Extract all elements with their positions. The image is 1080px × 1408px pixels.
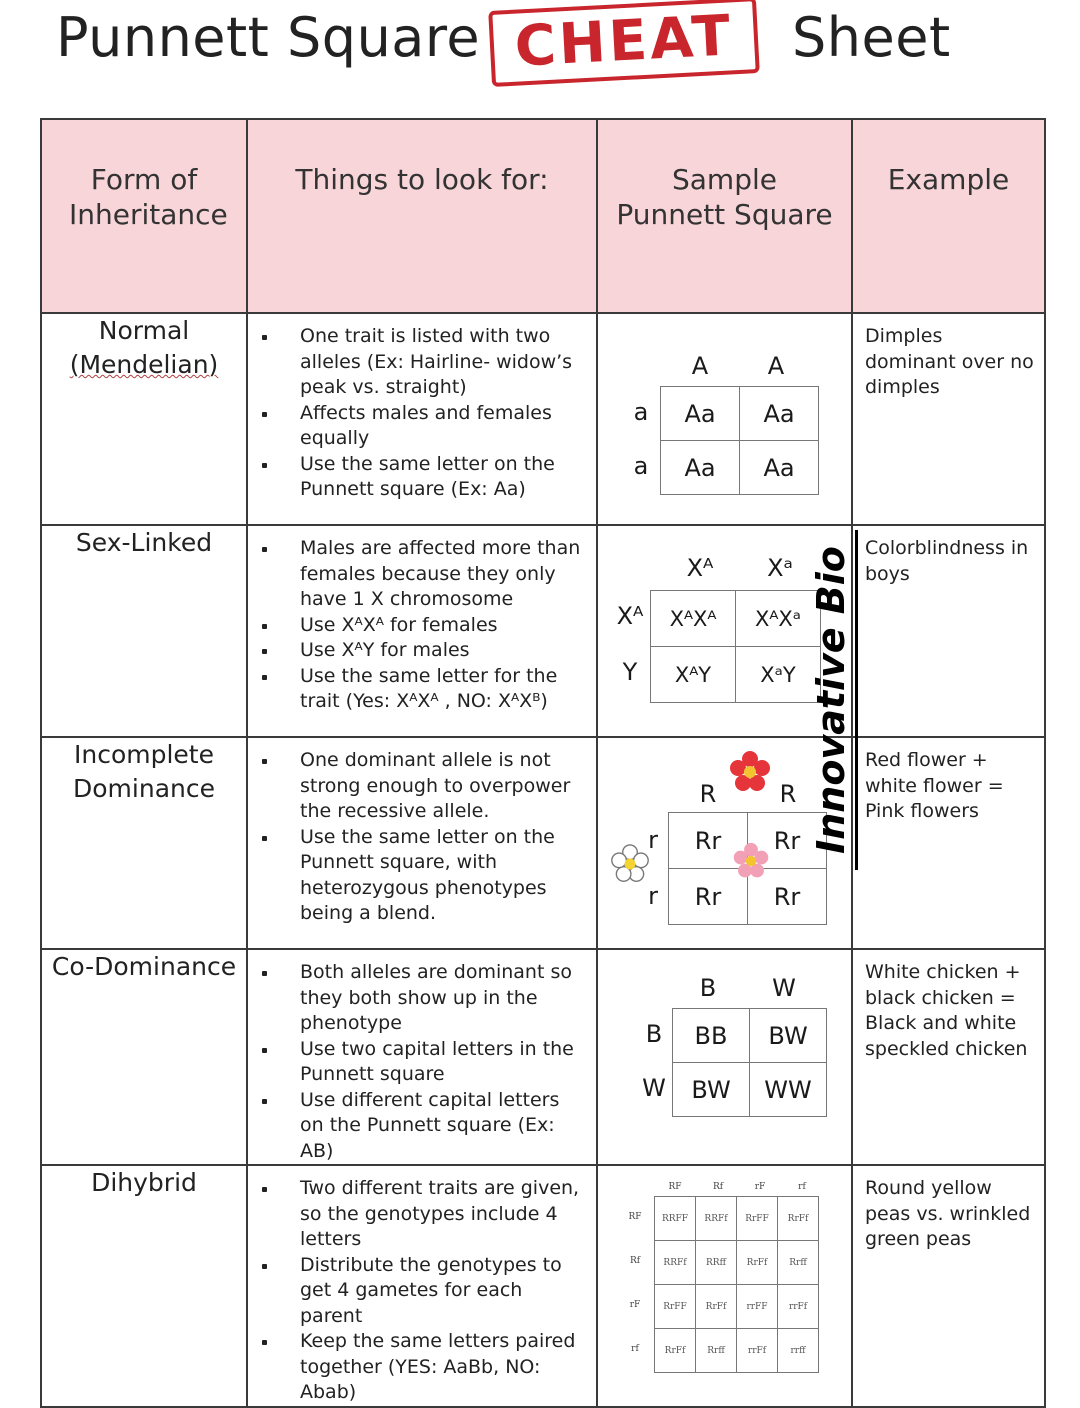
form-cell: Normal (Mendelian) xyxy=(41,313,247,525)
list-item: Distribute the genotypes to get 4 gametes for each parent xyxy=(300,1253,588,1330)
title-part-1: Punnett Square xyxy=(56,6,481,69)
col-header-example: Example xyxy=(852,119,1045,313)
things-cell xyxy=(247,949,597,1165)
things-cell xyxy=(247,737,597,949)
punnett-grid-4x4: RRFF RRFf RrFF RrFf RRFf RRff RrFf Rrff RrFF RrFf rrFF rrFf RrFf Rrff rrFf rrff xyxy=(654,1196,819,1373)
things-cell xyxy=(247,525,597,737)
list-item: Use the same letter for the trait (Yes: XᴬXᴬ , NO: XᴬXᴮ) xyxy=(300,664,588,715)
punnett-grid: Rr Rr Rr Rr xyxy=(668,812,827,925)
punnett-cell: A A a a Aa Aa Aa Aa xyxy=(597,313,852,525)
list-item: Males are affected more than females because they only have 1 X chromosome xyxy=(300,536,588,613)
col-header-sample: Sample Punnett Square xyxy=(597,119,852,313)
punnett-grid: Aa Aa Aa Aa xyxy=(660,386,819,495)
example-cell: Colorblindness in boys xyxy=(852,525,1045,737)
list-item: Use the same letter on the Punnett square, with heterozygous phenotypes being a blend. xyxy=(300,825,588,927)
list-item: Two different traits are given, so the genotypes include 4 letters xyxy=(300,1176,588,1253)
table-header-row xyxy=(41,119,1045,313)
example-cell: Round yellow peas vs. wrinkled green peas xyxy=(852,1165,1045,1407)
cheat-stamp xyxy=(488,0,760,87)
list-item: One trait is listed with two alleles (Ex: Hairline- widow’s peak vs. straight) xyxy=(300,324,588,401)
table-row xyxy=(41,1165,1045,1407)
things-cell xyxy=(247,313,597,525)
example-cell: White chicken + black chicken = Black and white speckled chicken xyxy=(852,949,1045,1165)
stamp-text: CHEAT xyxy=(513,3,735,80)
list-item: One dominant allele is not strong enough to overpower the recessive allele. xyxy=(300,748,588,825)
col-header-form: Form of Inheritance xyxy=(41,119,247,313)
punnett-cell: RF Rf rF rf RF Rf rF rf RRFF RRFf RrFF RrFf RRFf RRff RrFf Rrff RrFF RrFf rrFF rrFf RrFf Rrff rrFf rrff xyxy=(597,1165,852,1407)
punnett-cell: Xᴬ Xᵃ Xᴬ Y XᴬXᴬ XᴬXᵃ XᴬY XᵃY xyxy=(597,525,852,737)
example-cell: Dimples dominant over no dimples xyxy=(852,313,1045,525)
table-row xyxy=(41,525,1045,737)
list-item: Use XᴬXᴬ for females xyxy=(300,613,588,639)
table-row xyxy=(41,737,1045,949)
table-row xyxy=(41,949,1045,1165)
form-cell: Incomplete Dominance xyxy=(41,737,247,949)
list-item: Use the same letter on the Punnett square (Ex: Aa) xyxy=(300,452,588,503)
cheat-table xyxy=(40,118,1046,1408)
watermark-underline xyxy=(855,530,858,870)
title-part-2: Sheet xyxy=(792,6,951,69)
form-cell: Sex-Linked xyxy=(41,525,247,737)
list-item: Both alleles are dominant so they both show up in the phenotype xyxy=(300,960,588,1037)
col-header-things: Things to look for: xyxy=(247,119,597,313)
pink-flower-icon xyxy=(732,842,770,880)
list-item: Use two capital letters in the Punnett square xyxy=(300,1037,588,1088)
list-item: Affects males and females equally xyxy=(300,401,588,452)
list-item: Use different capital letters on the Punnett square (Ex: AB) xyxy=(300,1088,588,1165)
example-cell: Red flower + white flower = Pink flowers xyxy=(852,737,1045,949)
things-cell xyxy=(247,1165,597,1407)
punnett-cell: B W B W BB BW BW WW xyxy=(597,949,852,1165)
table-row xyxy=(41,313,1045,525)
punnett-cell: R R r r Rr Rr Rr Rr xyxy=(597,737,852,949)
red-flower-icon xyxy=(728,750,772,794)
form-cell: Dihybrid xyxy=(41,1165,247,1407)
punnett-grid: XᴬXᴬ XᴬXᵃ XᴬY XᵃY xyxy=(650,590,821,703)
list-item: Keep the same letters paired together (YES: AaBb, NO: Abab) xyxy=(300,1329,588,1406)
list-item: Use XᴬY for males xyxy=(300,638,588,664)
watermark: Innovative Bio xyxy=(808,520,854,880)
form-cell: Co-Dominance xyxy=(41,949,247,1165)
punnett-grid: BB BW BW WW xyxy=(672,1008,827,1117)
